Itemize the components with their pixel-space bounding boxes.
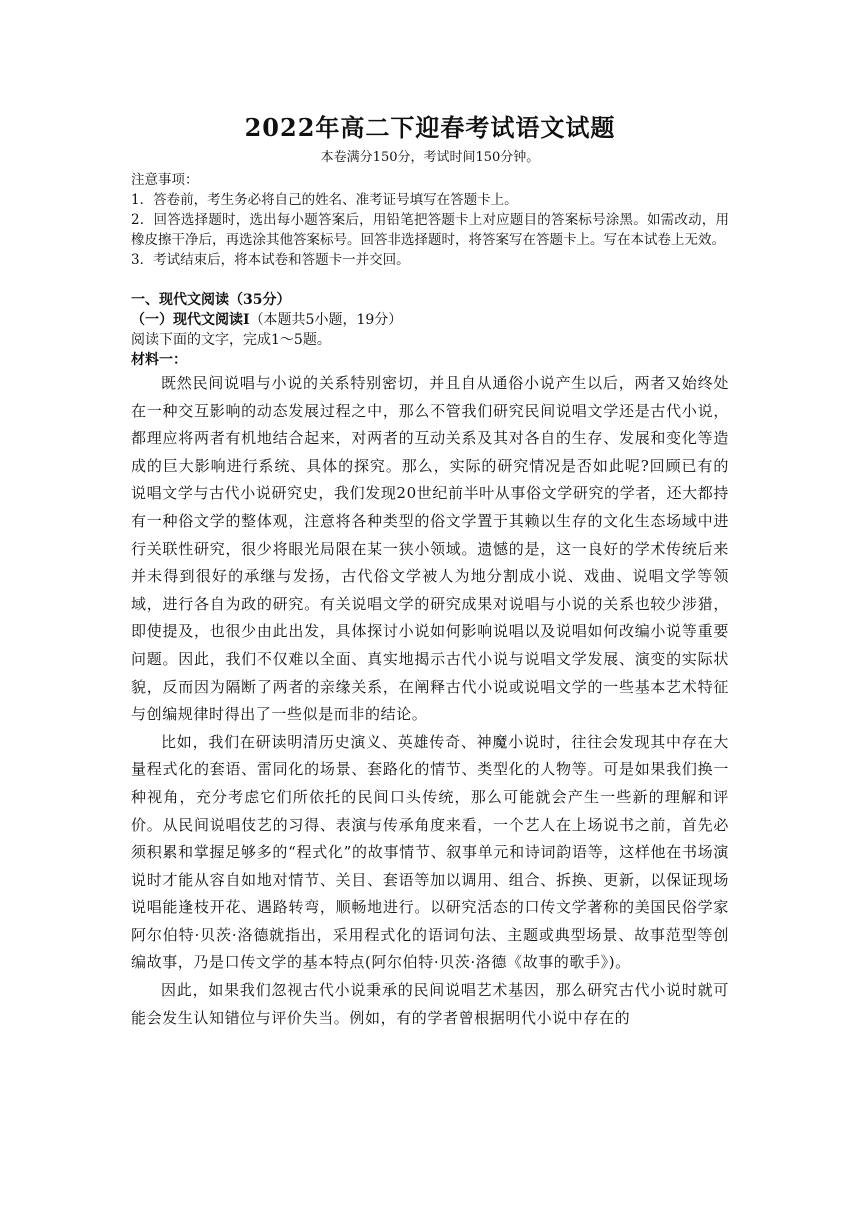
notice-block xyxy=(131,170,729,270)
material-paragraph-1: 既然民间说唱与小说的关系特别密切，并且自从通俗小说产生以后，两者又始终处在一种交互影响的动态发展过程之中，那么不管我们研究民间说唱文学还是古代小说，都理应将两者有机地结合起来，对两者的互动关系及其对各自的生存、发展和变化等造成的巨大影响进行系统、具体的探究。那么，实际的研究情况是否如此呢?回顾已有的说唱文学与古代小说研究史，我们发现20世纪前半叶从事俗文学研究的学者，还大都持有一种俗文学的整体观，注意将各种类型的俗文学置于其赖以生存的文化生态场域中进行关联性研究，很少将眼光局限在某一狭小领域。遗憾的是，这一良好的学术传统后来并未得到很好的承继与发扬，古代俗文学被人为地分割成小说、戏曲、说唱文学等领域，进行各自为政的研究。有关说唱文学的研究成果对说唱与小说的关系也较少涉猎，即使提及，也很少由此出发，具体探讨小说如何影响说唱以及说唱如何改编小说等重要问题。因此，我们不仅难以全面、真实地揭示古代小说与说唱文学发展、演变的实际状貌，反而因为隔断了两者的亲缘关系，在阐释古代小说或说唱文学的一些基本艺术特征与创编规律时得出了一些似是而非的结论。 xyxy=(131,374,729,724)
material-paragraph-2: 比如，我们在研读明清历史演义、英雄传奇、神魔小说时，往往会发现其中存在大量程式化的套语、雷同化的场景、套路化的情节、类型化的人物等。可是如果我们换一种视角，充分考虑它们所依托的民间口头传统，那么可能就会产生一些新的理解和评价。从民间说唱伎艺的习得、表演与传承角度来看，一个艺人在上场说书之前，首先必须积累和掌握足够多的“程式化”的故事情节、叙事单元和诗词韵语等，这样他在书场演说时才能从容自如地对情节、关目、套语等加以调用、组合、拆换、更新，以保证现场说唱能逢枝开花、遇路转弯，顺畅地进行。以研究活态的口传文学著称的美国民俗学家阿尔伯特·贝茨·洛德就指出，采用程式化的语词句法、主题或典型场景、故事范型等创编故事，乃是口传文学的基本特点(阿尔伯特·贝茨·洛德《故事的歌手》)。 xyxy=(131,732,729,972)
section-heading: 一、现代文阅读（35分） xyxy=(131,292,291,308)
spacer xyxy=(131,270,729,290)
material-label: 材料一： xyxy=(131,352,187,368)
reading-instruction: 阅读下面的文字，完成1～5题。 xyxy=(131,332,331,348)
section-reading xyxy=(131,290,729,1032)
material-paragraph-3: 因此，如果我们忽视古代小说秉承的民间说唱艺术基因，那么研究古代小说时就可能会发生认知错位与评价失当。例如，有的学者曾根据明代小说中存在的 xyxy=(131,981,729,1027)
exam-subtitle: 本卷满分150分，考试时间150分钟。 xyxy=(320,150,540,165)
exam-title: 2022年高二下迎春考试语文试题 xyxy=(244,113,616,142)
notice-item-1: 1．答卷前，考生务必将自己的姓名、准考证号填写在答题卡上。 xyxy=(131,192,518,208)
notice-heading: 注意事项： xyxy=(131,172,199,188)
notice-item-2: 2．回答选择题时，选出每小题答案后，用铅笔把答题卡上对应题目的答案标号涂黑。如需改动，用橡皮擦干净后，再选涂其他答案标号。回答非选择题时，将答案写在答题卡上。写在本试卷上无效。 xyxy=(131,212,729,248)
exam-page xyxy=(131,108,729,1032)
sub-section-heading-detail: （本题共5小题，19分） xyxy=(249,312,403,328)
sub-section-heading xyxy=(131,310,729,330)
notice-item-3: 3．考试结束后，将本试卷和答题卡一并交回。 xyxy=(131,252,410,268)
sub-section-heading-bold: （一）现代文阅读Ⅰ xyxy=(131,312,250,328)
